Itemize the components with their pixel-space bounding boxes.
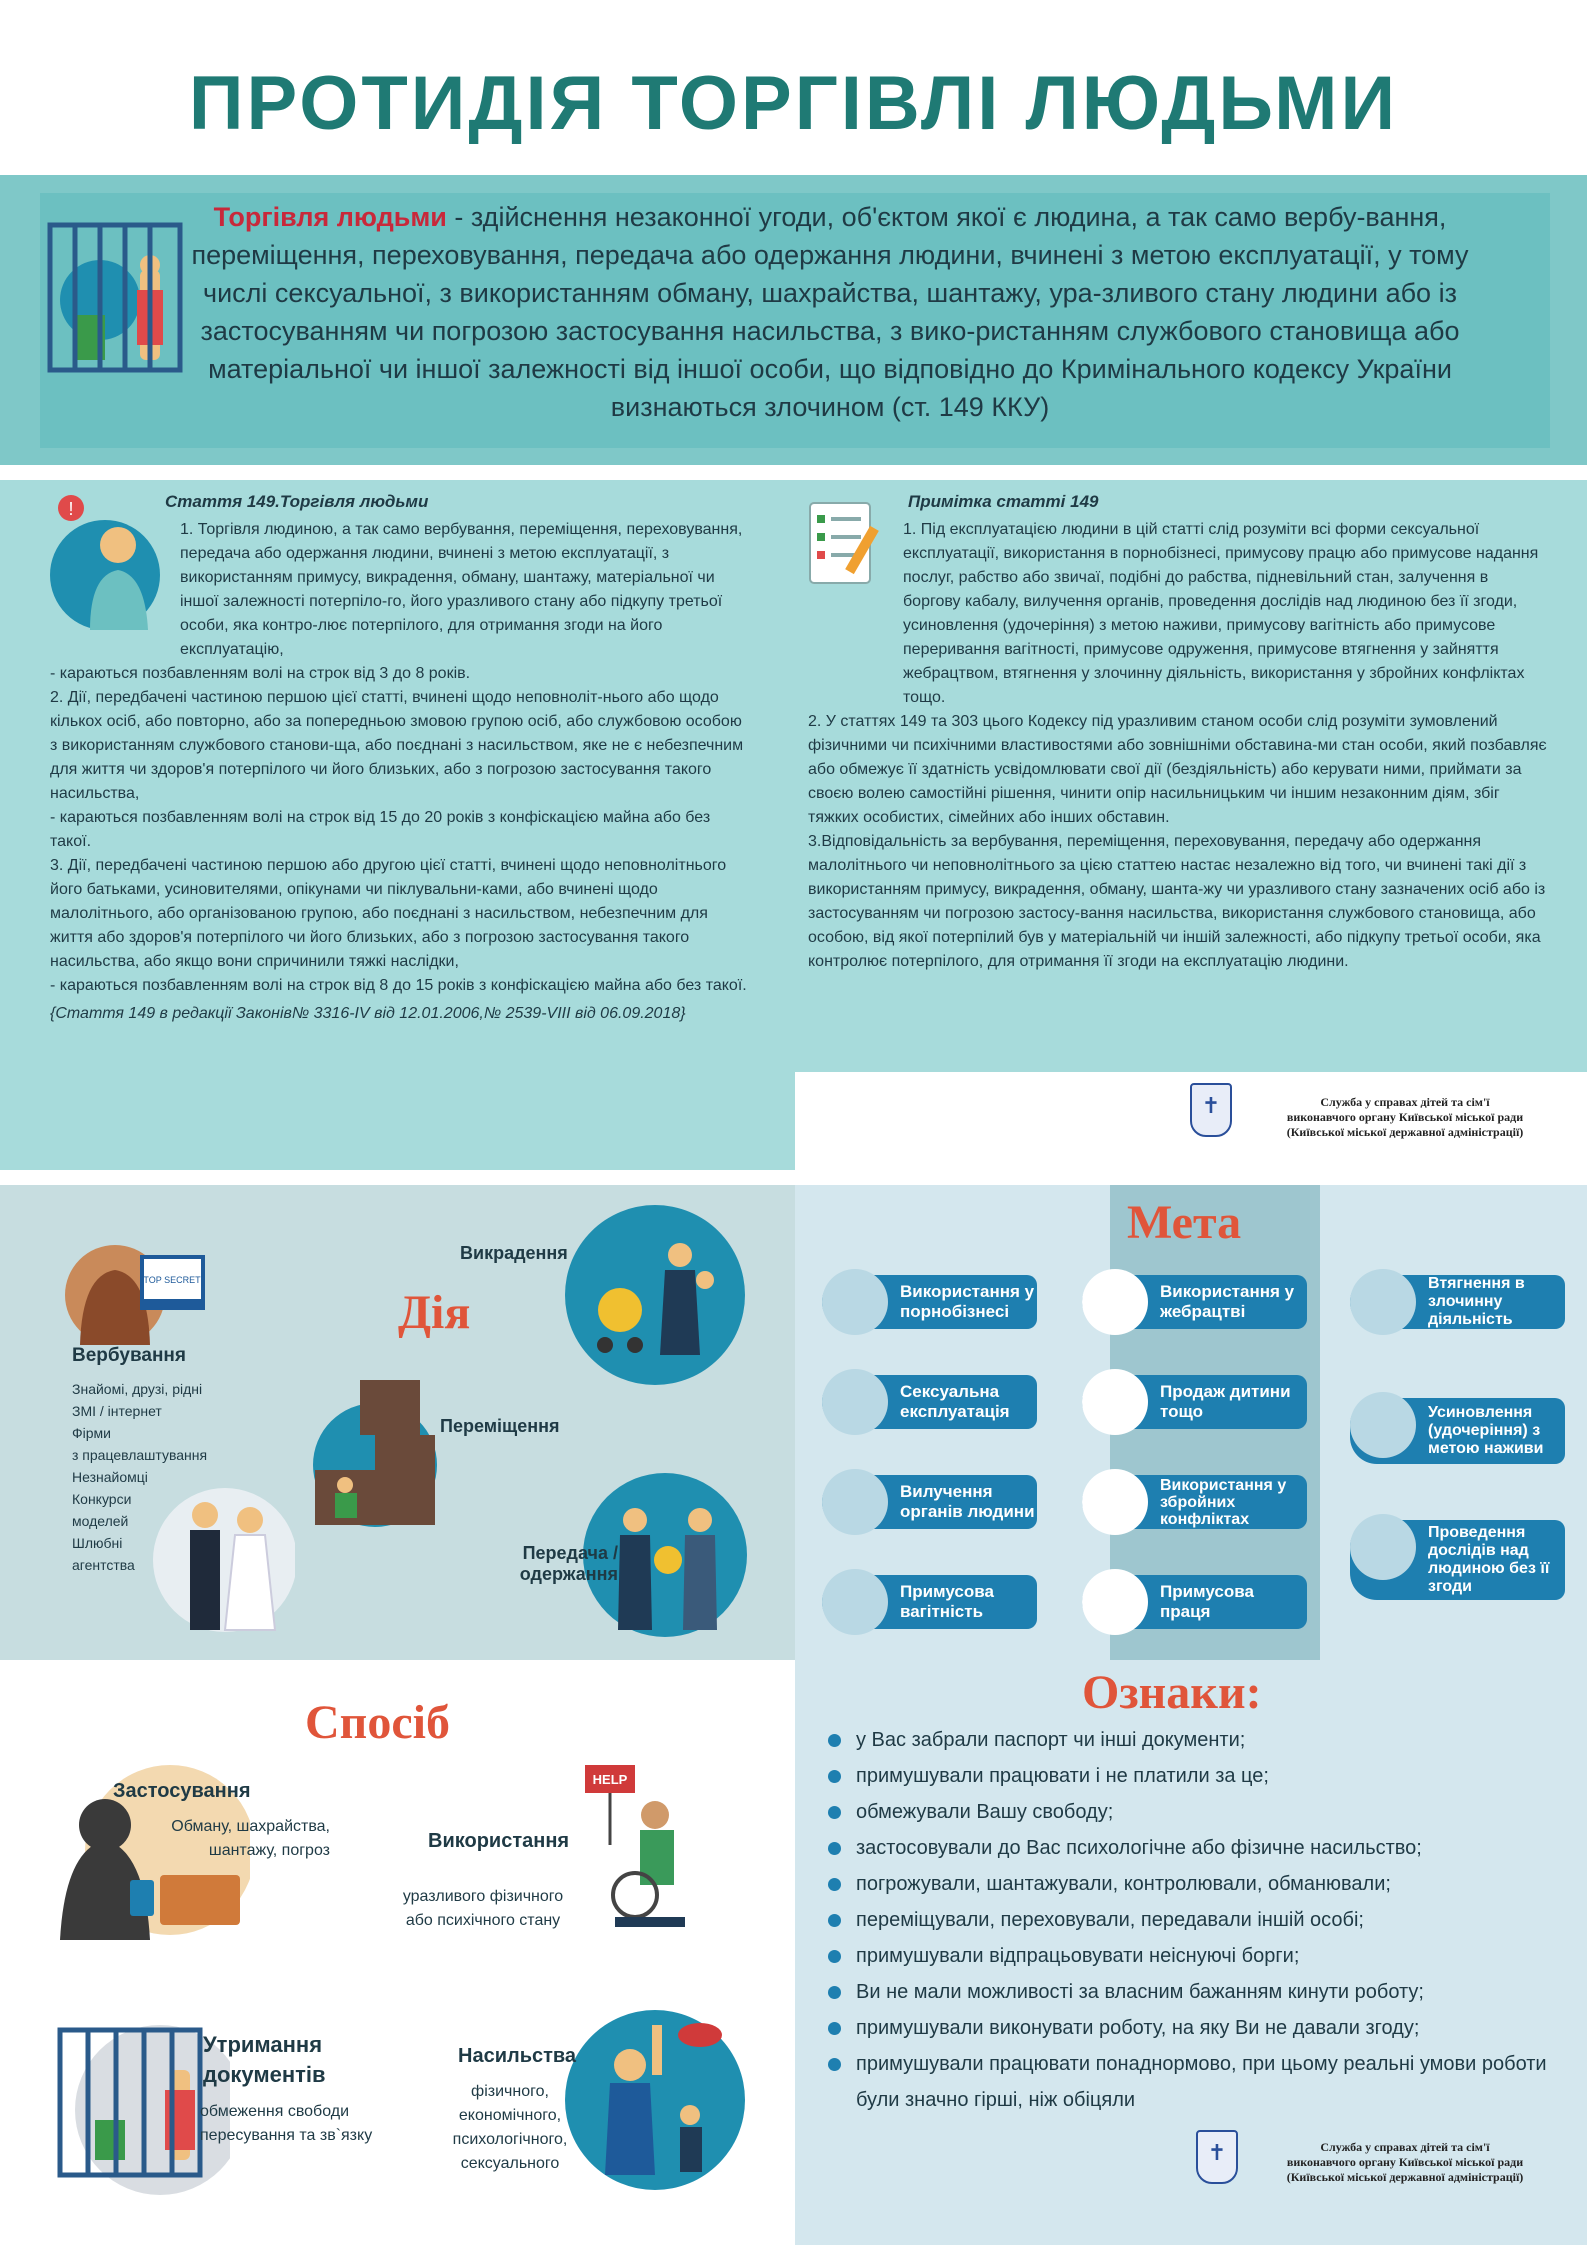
channel-item: ЗМІ / інтернет <box>72 1403 162 1419</box>
sign-item: примушували працювати понаднормово, при цьому реальні умови роботи були значно гірші, ніж обіцяли <box>820 2046 1570 2118</box>
signs-title: Ознаки: <box>1082 1666 1262 1719</box>
violence-type: економічного, <box>458 2107 562 2124</box>
kyiv-coat-of-arms-logo: ✝ <box>1196 2130 1238 2184</box>
violence-type: сексуального <box>460 2155 560 2172</box>
sign-item: Ви не мали можливості за власним бажанням кинути роботу; <box>820 1974 1570 2010</box>
channel-item: Фірми <box>72 1425 111 1441</box>
purpose-title: Мета <box>1127 1196 1242 1249</box>
purpose-item-icon <box>1082 1469 1148 1535</box>
article-149-part-2: 2. Дії, передбачені частиною першою цієї статті, вчинені щодо неповноліт-нього або щодо кількох осіб, або повторно, або за попередньою змовою групою осіб, або службовою особою з використанням службового станови-ща, або поєднані з насильством, яке не є небезпечним для життя чи здоров'я потерпілого чи його близьких, або з погрозою застосування такого насильства, <box>50 689 744 802</box>
sign-item: примушували працювати і не платили за це; <box>820 1758 1570 1794</box>
purpose-item <box>822 1375 1037 1429</box>
purpose-item-icon <box>1350 1269 1416 1335</box>
note-149-part-3: 3.Відповідальність за вербування, переміщення, переховування, передачу або одержання малолітнього чи неповнолітнього за цією статтею настає незалежно від того, чи вчинені такі дії з використанням примусу, викрадення, обману, шанта-жу чи уразливого стану зазначених осіб або із застосуванням чи погрозою застосу-вання насильства, використання службового становища, або особою, від якої потерпілий був у матеріальній чи іншій залежності, або підкупу третьої особи, яка контролює потерпілого, для отримання її згоди на експлуатацію людини. <box>808 833 1546 970</box>
violence-illustration <box>560 2005 750 2195</box>
handover-label <box>498 1543 618 1585</box>
purpose-item <box>1082 1575 1307 1629</box>
sign-item: примушували виконувати роботу, на яку Ви не давали згоду; <box>820 2010 1570 2046</box>
purpose-item <box>1082 1275 1307 1329</box>
purpose-item-icon <box>1082 1269 1148 1335</box>
org-line-2: виконавчого органу Київської міської ради <box>1286 2155 1524 2169</box>
sign-item: переміщували, переховували, передавали іншій особі; <box>820 1902 1570 1938</box>
handover-label-line-1: Передача / <box>522 1543 618 1563</box>
org-line-1: Служба у справах дітей та сім'ї <box>1320 1095 1490 1109</box>
purpose-item-icon <box>822 1269 888 1335</box>
purpose-item-label: Проведення дослідів над людиною без її згоди <box>1428 1524 1550 1595</box>
retention-label <box>203 2030 326 2090</box>
org-line-3: (Київської міської державної адміністрації) <box>1286 2170 1524 2184</box>
purpose-item <box>822 1575 1037 1629</box>
action-title: Дія <box>398 1286 471 1339</box>
violence-types <box>440 2080 580 2176</box>
org-line-2: виконавчого органу Київської міської ради <box>1286 1110 1524 1124</box>
kyiv-coat-of-arms-logo: ✝ <box>1190 1083 1232 1137</box>
method-title: Спосіб <box>305 1696 450 1749</box>
article-149-heading: Стаття 149.Торгівля людьми <box>165 492 429 511</box>
channel-item: Незнайомці <box>72 1469 148 1485</box>
definition-text <box>180 198 1480 426</box>
purpose-item-icon <box>1350 1392 1416 1458</box>
hiding-boxes-illustration <box>310 1375 480 1530</box>
recruitment-label: Вербування <box>72 1345 186 1366</box>
purpose-item-label: Примусова вагітність <box>900 1582 994 1621</box>
purpose-item-icon <box>822 1469 888 1535</box>
purpose-item-label: Примусова праця <box>1160 1582 1254 1621</box>
wedding-couple-illustration <box>150 1470 295 1640</box>
purpose-item-icon <box>1350 1514 1416 1580</box>
top-secret-label: TOP SECRET <box>143 1275 201 1285</box>
channel-item: моделей <box>72 1513 129 1529</box>
svg-text:!: ! <box>68 499 74 519</box>
purpose-item-icon <box>822 1569 888 1635</box>
article-149-penalty-2: - караються позбавленням волі на строк від 15 до 20 років з конфіскацією майна або без такої. <box>50 809 711 850</box>
purpose-item <box>1082 1375 1307 1429</box>
purpose-item <box>1082 1475 1307 1529</box>
relocation-label: Переміщення <box>440 1416 560 1436</box>
violence-type: фізичного, <box>471 2083 549 2100</box>
purpose-item <box>1350 1520 1565 1600</box>
purpose-item-label: Втягнення в злочинну діяльність <box>1428 1275 1525 1328</box>
purpose-item-label: Використання у жебрацтві <box>1160 1282 1295 1321</box>
application-description: Обману, шахрайства, шантажу, погроз <box>171 1818 330 1859</box>
purpose-item <box>1350 1275 1565 1329</box>
use-description: уразливого фізичного або психічного стану <box>402 1888 564 1929</box>
article-149-part-1: 1. Торгівля людиною, а так само вербування, переміщення, переховування, передача або одержання людини, вчинені з метою експлуатації, з використанням примусу, викрадення, обману, шантажу, матеріальної чи іншої залежності потерпіло-го, його уразливого стану або підкупу третьої особи, яка контро-лює потерпілого, для отримання згоди на його експлуатацію, <box>180 521 743 658</box>
organization-name <box>1255 1095 1555 1140</box>
article-149-penalty-1: - караються позбавленням волі на строк від 3 до 8 років. <box>50 665 471 682</box>
abduction-illustration <box>565 1205 745 1385</box>
sign-item: примушували відпрацьовувати неіснуючі борги; <box>820 1938 1570 1974</box>
prison-bars-illustration <box>45 215 185 380</box>
sign-item: обмежували Вашу свободу; <box>820 1794 1570 1830</box>
purpose-item-icon <box>822 1369 888 1435</box>
definition-body: - здійснення незаконної угоди, об'єктом якої є людина, а так само вербу-вання, переміщення, переховування, передача або одержання людини, вчинені з метою експлуатації, у тому числі сексуальної, з використанням обману, шахрайства, шантажу, ура-зливого стану людини або із застосуванням чи погрозою застосування насильства, з вико-ристанням службового становища або матеріальної чи іншої залежності від іншої особи, що відповідно до Кримінального кодексу України визнаються злочином (ст. 149 ККУ) <box>191 202 1469 422</box>
article-149-body <box>50 518 750 1026</box>
use-label: Використання <box>428 1830 570 1852</box>
page-title: ПРОТИДІЯ ТОРГІВЛІ ЛЮДЬМИ <box>188 61 1399 146</box>
note-149-part-1: 1. Під експлуатацією людини в цій статті слід розуміти всі форми сексуальної експлуатації, використання в порнобізнесі, примусову працю або примусове надання послуг, рабство або звичаї, подібні до рабства, підневільний стан, залучення в боргову кабалу, вилучення органів, проведення дослідів над людиною без її згоди, усиновлення (удочеріння) з метою наживи, примусову вагітність або примусове переривання вагітності, примусове одруження, примусове втягнення у зайняття жебрацтвом, втягнення у злочинну діяльність, використання у збройних конфліктах тощо. <box>903 521 1539 706</box>
retention-label-line-1: Утримання <box>203 2032 323 2057</box>
sign-item: застосовували до Вас психологічне або фізичне насильство; <box>820 1830 1570 1866</box>
note-149-body <box>808 518 1548 974</box>
handover-label-line-2: одержання <box>519 1564 618 1584</box>
purpose-item-label: Використання у збройних конфліктах <box>1160 1476 1287 1528</box>
organization-name <box>1255 2140 1555 2185</box>
article-149-part-3: 3. Дії, передбачені частиною першою або другою цієї статті, вчинені щодо неповнолітнього його батьками, усиновителями, опікунами чи піклувальни-ками, або вчинені щодо малолітнього, або організованою групою, або поєднані з насильством, небезпечним для життя або здоров'я потерпілого чи його близьких, або з погрозою застосування такого насильства, або якщо вони спричинили тяжкі наслідки, <box>50 857 727 970</box>
help-sign-text: HELP <box>592 1772 628 1787</box>
note-149-heading: Примітка статті 149 <box>908 492 1099 511</box>
retention-description: обмеження свободи пересування та зв`язку <box>200 2103 373 2144</box>
org-line-3: (Київської міської державної адміністрації) <box>1286 1125 1524 1139</box>
violence-label: Насильства <box>458 2045 577 2067</box>
retention-label-line-2: документів <box>203 2062 326 2087</box>
note-149-part-2: 2. У статтях 149 та 303 цього Кодексу під уразливим станом особи слід розуміти зумовлений фізичними чи психічними властивостями або зовнішніми обставина-ми стан особи, який позбавляє або обмежує її здатність усвідомлювати свої дії (бездіяльність) або керувати ними, приймати за своєю волею самостійні рішення, чинити опір насильницьким чи іншим незаконним діям, збіг тяжких особистих, сімейних або інших обставин. <box>808 713 1547 826</box>
application-label: Застосування <box>113 1780 251 1802</box>
definition-term: Торгівля людьми <box>213 202 447 232</box>
channel-item: агентства <box>72 1557 135 1573</box>
signs-list <box>820 1722 1570 2118</box>
purpose-item-label: Використання у порнобізнесі <box>900 1282 1035 1321</box>
article-149-penalty-3: - караються позбавленням волі на строк від 8 до 15 років з конфіскацією майна або без такої. <box>50 977 747 994</box>
purpose-item <box>822 1475 1037 1529</box>
article-149-footnote: {Стаття 149 в редакції Законів№ 3316-IV від 12.01.2006,№ 2539-VIII від 06.09.2018} <box>50 1005 686 1022</box>
purpose-item-icon <box>1082 1369 1148 1435</box>
purpose-item-label: Продаж дитини тощо <box>1160 1382 1291 1421</box>
sign-item: у Вас забрали паспорт чи інші документи; <box>820 1722 1570 1758</box>
sign-item: погрожували, шантажували, контролювали, обманювали; <box>820 1866 1570 1902</box>
channel-item: з працевлаштування <box>72 1447 208 1463</box>
recruiter-at-computer-illustration <box>60 1235 210 1345</box>
violence-type: психологічного, <box>452 2131 568 2148</box>
purpose-item <box>822 1275 1037 1329</box>
channel-item: Конкурси <box>72 1491 132 1507</box>
abduction-label: Викрадення <box>460 1243 568 1263</box>
purpose-item <box>1350 1398 1565 1464</box>
org-line-1: Служба у справах дітей та сім'ї <box>1320 2140 1490 2154</box>
channel-item: Знайомі, друзі, рідні <box>72 1381 203 1397</box>
purpose-item-icon <box>1082 1569 1148 1635</box>
purpose-item-label: Усиновлення (удочеріння) з метою наживи <box>1428 1404 1544 1457</box>
purpose-item-label: Вилучення органів людини <box>900 1482 1035 1521</box>
channel-item: Шлюбні <box>72 1535 123 1551</box>
purpose-item-label: Сексуальна експлуатація <box>900 1382 1010 1421</box>
